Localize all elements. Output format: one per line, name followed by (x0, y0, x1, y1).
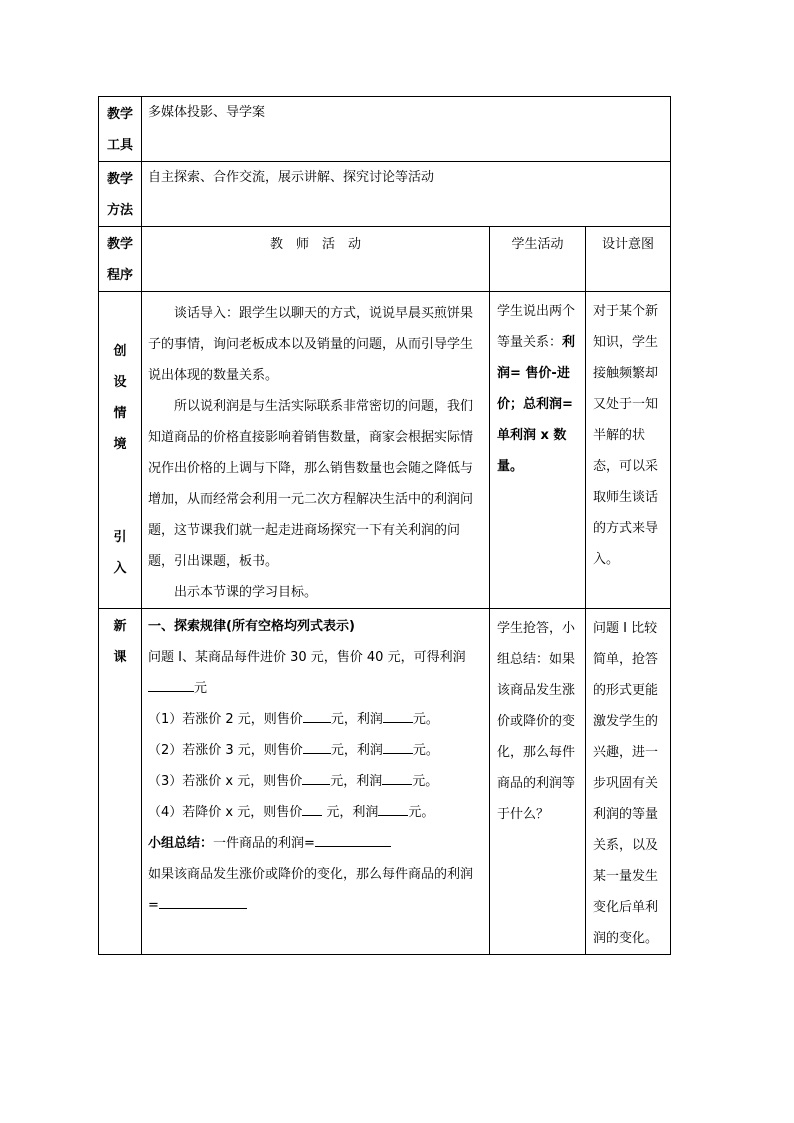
student-intro-text: 学生说出两个等量关系： (497, 304, 576, 350)
sub-question-prefix: （2）若涨价 3 元，则售价 (148, 743, 303, 758)
profit-blank[interactable] (148, 677, 194, 692)
sub-question-end: 元。 (412, 774, 439, 789)
methods-label-line2: 方法 (106, 203, 133, 218)
problem-answer-line (148, 673, 483, 704)
price-blank[interactable] (302, 770, 330, 785)
price-blank[interactable] (302, 801, 322, 816)
intro-paragraph: 出示本节课的学习目标。 (174, 585, 318, 600)
lesson-plan-table (98, 96, 671, 955)
methods-row (99, 162, 671, 227)
new-lesson-student-activity: 学生抢答，小组总结：如果该商品发生涨价或降价的变化，那么每件商品的利润等于什么？ (490, 609, 586, 955)
tools-row (99, 97, 671, 162)
price-blank[interactable] (303, 708, 331, 723)
new-lesson-label-char: 新 (113, 619, 127, 634)
price-blank[interactable] (303, 739, 331, 754)
design-intent-header: 设计意图 (586, 227, 671, 292)
sub-question-end: 元。 (408, 805, 435, 820)
problem-text: 问题 I、某商品每件进价 30 元，售价 40 元，可得利润 (148, 650, 466, 665)
sub-question-4 (148, 797, 483, 828)
new-lesson-teacher-activity (142, 609, 490, 955)
methods-label-line1: 教学 (106, 172, 133, 187)
problem-statement (148, 642, 483, 673)
sub-question-mid: 元，利润 (322, 805, 379, 820)
sub-question-1 (148, 704, 483, 735)
header-row (99, 227, 671, 292)
student-activity-header: 学生活动 (490, 227, 586, 292)
sub-question-mid: 元，利润 (330, 774, 383, 789)
tools-text: 多媒体投影、导学案 (148, 105, 266, 120)
methods-text: 自主探索、合作交流，展示讲解、探究讨论等活动 (148, 170, 435, 185)
methods-label (99, 162, 142, 227)
profit-blank[interactable] (383, 739, 413, 754)
introduction-student-activity (490, 292, 586, 609)
introduction-label-char: 设 (113, 375, 127, 390)
summary-label: 小组总结： (148, 836, 214, 851)
procedure-label-line1: 教学 (106, 237, 133, 252)
introduction-row (99, 292, 671, 609)
problem-unit: 元 (194, 681, 208, 696)
procedure-label (99, 227, 142, 292)
introduction-label-char: 入 (113, 561, 127, 576)
sub-question-end: 元。 (412, 712, 439, 727)
profit-blank[interactable] (378, 801, 408, 816)
sub-question-mid: 元，利润 (330, 743, 383, 758)
summary-blank[interactable] (315, 832, 391, 847)
sub-question-prefix: （1）若涨价 2 元，则售价 (148, 712, 303, 727)
sub-question-2 (148, 735, 483, 766)
sub-question-end: 元。 (412, 743, 439, 758)
profit-blank[interactable] (383, 708, 413, 723)
procedure-label-line2: 程序 (106, 268, 133, 283)
sub-question-mid: 元，利润 (330, 712, 383, 727)
new-lesson-label-char: 课 (113, 650, 127, 665)
profit-blank[interactable] (382, 770, 412, 785)
introduction-teacher-activity (142, 292, 490, 609)
change-question-blank[interactable] (159, 894, 247, 909)
introduction-label-gap (99, 460, 141, 522)
introduction-label-char: 情 (113, 406, 127, 421)
group-summary (148, 828, 483, 859)
explore-heading: 一、探索规律(所有空格均列式表示) (148, 619, 355, 634)
summary-text: 一件商品的利润= (213, 836, 315, 851)
intro-paragraph: 谈话导入：跟学生以聊天的方式，说说早晨买煎饼果子的事情，询问老板成本以及销量的问题，从而引导学生说出体现的数量关系。 (148, 306, 474, 383)
teacher-activity-header-text: 教 师 活 动 (269, 237, 361, 252)
change-question-text: 如果该商品发生涨价或降价的变化，那么每件商品的利润= (148, 867, 474, 913)
introduction-label-char: 境 (113, 437, 127, 452)
introduction-label-char: 创 (113, 344, 127, 359)
tools-content (142, 97, 671, 162)
tools-label-line2: 工具 (106, 138, 133, 153)
introduction-design-intent: 对于某个新知识，学生接触频繁却又处于一知半解的状态，可以采取师生谈话的方式来导入。 (586, 292, 671, 609)
new-lesson-design-intent: 问题 I 比较简单，抢答的形式更能激发学生的兴趣，进一步巩固有关利润的等量关系，以及某一量发生变化后单利润的变化。 (586, 609, 671, 955)
introduction-label (99, 292, 142, 609)
teacher-activity-header (142, 227, 490, 292)
change-question (148, 859, 483, 921)
student-relations-text: 利润= 售价-进价；总利润=单利润 x 数量。 (497, 335, 576, 474)
intro-paragraph: 所以说利润是与生活实际联系非常密切的问题，我们知道商品的价格直接影响着销售数量，商家会根据实际情况作出价格的上调与下降，那么销售数量也会随之降低与增加，从而经常会利用一元二次方程解决生活中的利润问题，这节课我们就一起走进商场探究一下有关利润的问题，引出课题，板书。 (148, 399, 474, 569)
methods-content (142, 162, 671, 227)
sub-question-3 (148, 766, 483, 797)
tools-label (99, 97, 142, 162)
sub-question-prefix: （3）若涨价 x 元，则售价 (148, 774, 303, 789)
sub-question-prefix: （4）若降价 x 元，则售价 (148, 805, 303, 820)
tools-label-line1: 教学 (106, 107, 133, 122)
new-lesson-label (99, 609, 142, 955)
introduction-label-char: 引 (113, 530, 127, 545)
new-lesson-row (99, 609, 671, 955)
